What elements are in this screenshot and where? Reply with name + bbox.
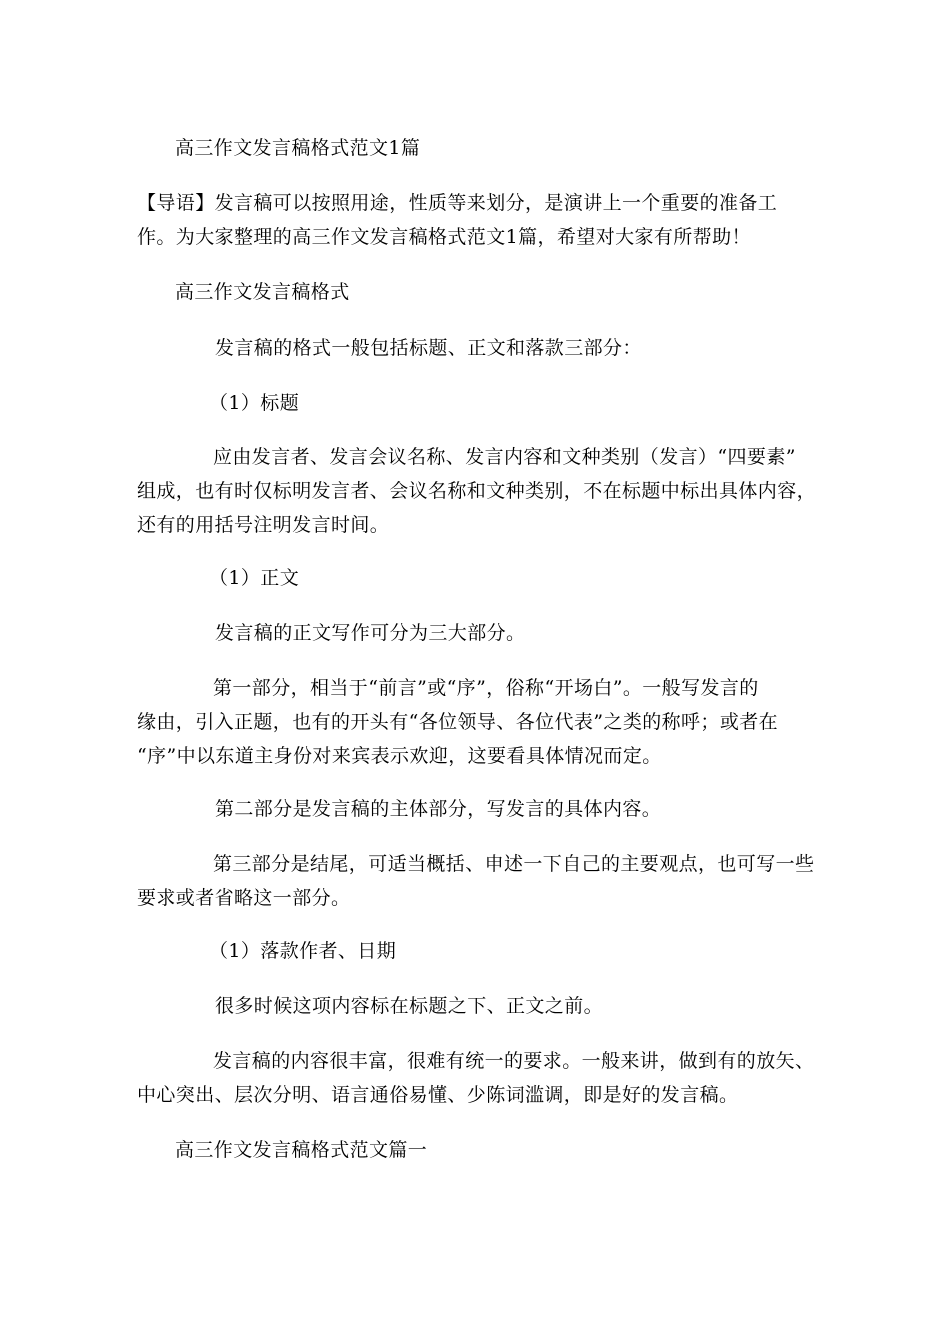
- summary-paragraph: [137, 1044, 817, 1112]
- body-intro-paragraph: [137, 616, 895, 650]
- sign-desc-text: 很多时候这项内容标在标题之下、正文之前。: [215, 995, 604, 1017]
- part-two-paragraph: [137, 792, 895, 826]
- summary-line: 发言稿的内容很丰富，很难有统一的要求。一般来讲，做到有的放矢、: [213, 1050, 815, 1072]
- section-heading-text: 高三作文发言稿格式范文篇一: [175, 1139, 428, 1161]
- intro-line: 【导语】发言稿可以按照用途，性质等来划分，是演讲上一个重要的准备工: [137, 192, 778, 214]
- part-three-line: 第三部分是结尾，可适当概括、申述一下自己的主要观点，也可写一些: [213, 853, 815, 875]
- item-title-heading: [137, 386, 889, 420]
- part-two-text: 第二部分是发言稿的主体部分，写发言的具体内容。: [215, 798, 662, 820]
- part-one-line: 第一部分，相当于“前言”或“序”，俗称“开场白”。一般写发言的: [213, 677, 759, 699]
- part-three-paragraph: [137, 847, 817, 915]
- title-text: 高三作文发言稿格式范文1篇: [175, 137, 421, 159]
- intro-paragraph: [137, 186, 817, 254]
- title-desc-paragraph: [137, 440, 817, 542]
- intro-line: 作。为大家整理的高三作文发言稿格式范文1篇，希望对大家有所帮助！: [137, 226, 751, 248]
- part-one-paragraph: [137, 671, 817, 773]
- section-heading-text: 高三作文发言稿格式: [175, 281, 350, 303]
- summary-line: 中心突出、层次分明、语言通俗易懂、少陈词滥调，即是好的发言稿。: [137, 1084, 739, 1106]
- item-body-text: （1）正文: [209, 567, 300, 589]
- sign-desc-paragraph: [137, 989, 895, 1023]
- item-sign-heading: [137, 934, 889, 968]
- item-body-heading: [137, 561, 889, 595]
- section-heading-sample: [137, 1133, 855, 1167]
- body-intro-text: 发言稿的正文写作可分为三大部分。: [215, 622, 526, 644]
- format-intro-text: 发言稿的格式一般包括标题、正文和落款三部分：: [215, 337, 642, 359]
- item-title-text: （1）标题: [209, 392, 300, 414]
- section-heading-format: [137, 275, 855, 309]
- document-title: [137, 131, 855, 165]
- title-desc-line: 组成，也有时仅标明发言者、会议名称和文种类别，不在标题中标出具体内容，: [137, 480, 817, 502]
- format-intro-paragraph: [137, 331, 895, 365]
- part-one-line: “序”中以东道主身份对来宾表示欢迎，这要看具体情况而定。: [137, 745, 662, 767]
- item-sign-text: （1）落款作者、日期: [209, 940, 397, 962]
- title-desc-line: 应由发言者、发言会议名称、发言内容和文种类别（发言）“四要素”: [213, 446, 796, 468]
- part-one-line: 缘由，引入正题，也有的开头有“各位领导、各位代表”之类的称呼；或者在: [137, 711, 779, 733]
- title-desc-line: 还有的用括号注明发言时间。: [137, 514, 390, 536]
- part-three-line: 要求或者省略这一部分。: [137, 887, 351, 909]
